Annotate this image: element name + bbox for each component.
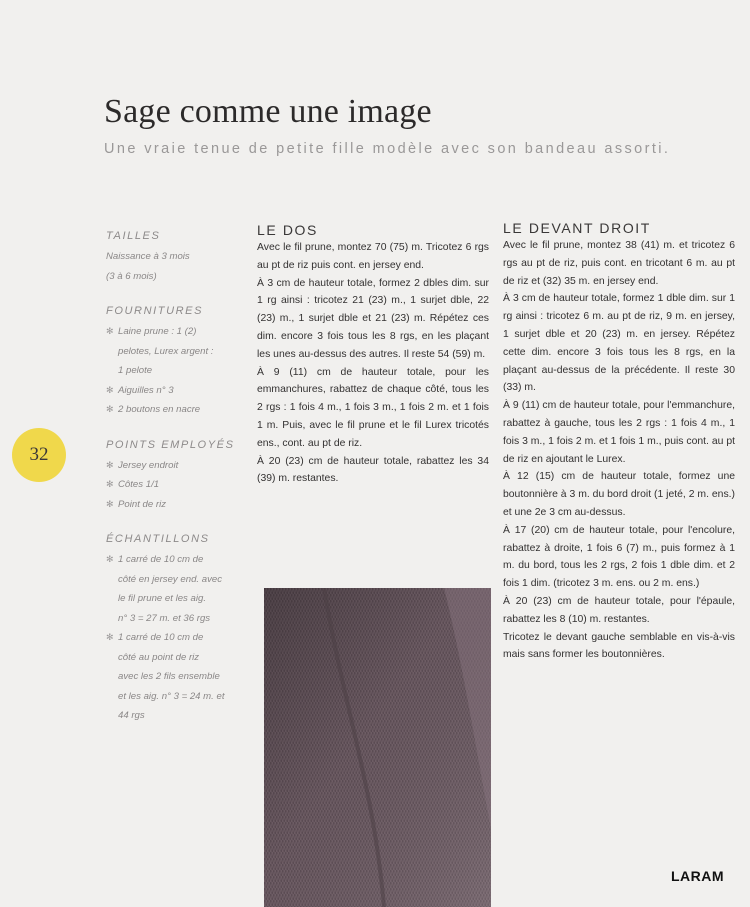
dos-paragraph: À 20 (23) cm de hauteur totale, rabattez les 34 (39) m. restantes. [257,455,489,485]
asterisk-icon: ✻ [106,384,114,395]
sidebar [106,229,256,726]
asterisk-icon: ✻ [106,459,114,470]
section-fournitures [106,304,256,420]
section-le-devant-droit [503,220,735,664]
tailles-heading: TAILLES [106,230,161,242]
brand-watermark: LARAM [671,868,725,884]
list-item: ✻ Point de riz [106,495,256,515]
list-item: et les aig. n° 3 = 24 m. et [118,690,225,702]
list-item: (3 à 6 mois) [106,270,157,282]
list-item: ✻ 1 carré de 10 cm de [106,628,256,648]
list-item: ✻ Aiguilles n° 3 [106,381,256,401]
echantillons-list [106,550,256,726]
list-item: côté au point de riz [118,651,200,663]
list-item: Naissance à 3 mois [106,251,190,262]
fournitures-list [106,322,256,420]
dos-paragraph: À 3 cm de hauteur totale, formez 2 dbles dim. sur 1 rg ainsi : tricotez 21 (23) m., 1 surjet dble, 22 (23) m., 1 surjet dble et 21 (23) m. Répétez ces dim. encore 3 fois tous les 8 rgs, en les plaçant les unes au-dessus des autres. Il reste 54 (59) m. [257,277,489,360]
asterisk-icon: ✻ [106,632,114,642]
asterisk-icon: ✻ [106,498,114,509]
asterisk-icon: ✻ [106,554,114,564]
list-item: ✻ Laine prune : 1 (2) [106,322,256,342]
points-heading: POINTS EMPLOYÉS [106,438,235,451]
page-number: 32 [29,444,49,465]
list-item: avec les 2 fils ensemble [118,671,220,682]
points-list [106,456,256,515]
section-points-employes [106,438,256,515]
devant-paragraph: À 20 (23) cm de hauteur totale, pour l'épaule, rabattez les 8 (10) m. restantes. [503,595,735,625]
list-item: 1 pelote [118,365,153,376]
tailles-list [106,247,256,286]
devant-paragraph: Avec le fil prune, montez 38 (41) m. et tricotez 6 rgs au pt de riz, puis cont. en tricotant 6 m. au pt de riz et (32) 35 m. en jersey end. [503,240,735,287]
dos-paragraph: Avec le fil prune, montez 70 (75) m. Tricotez 6 rgs au pt de riz puis cont. en jersey end. [257,242,489,271]
asterisk-icon: ✻ [106,326,114,336]
list-item: pelotes, Lurex argent : [118,345,214,357]
section-tailles [106,229,256,286]
devant-paragraph: À 12 (15) cm de hauteur totale, formez une boutonnière à 3 m. du bord droit (1 jeté, 2 m. ens.) et une 2e 3 cm au-dessus. [503,471,735,518]
list-item: ✻ 2 boutons en nacre [106,400,256,420]
list-item: le fil prune et les aig. [118,593,206,604]
devant-paragraph: Tricotez le devant gauche semblable en vis-à-vis mais sans former les boutonnières. [503,631,735,661]
dos-heading: LE DOS [257,222,318,238]
page-number-badge [12,428,66,482]
page-title: Sage comme une image [104,93,432,130]
list-item: 44 rgs [118,710,145,721]
list-item: ✻ 1 carré de 10 cm de [106,550,256,570]
fournitures-heading: FOURNITURES [106,305,204,317]
page-subtitle: Une vraie tenue de petite fille modèle avec son bandeau assorti. [104,141,671,157]
asterisk-icon: ✻ [106,404,114,414]
devant-paragraph: À 17 (20) cm de hauteur totale, pour l'encolure, rabattez à droite, 1 fois 6 (7) m., puis formez à 1 m. du bord, tous les 2 rgs, 2 fois 1 dble dim. et 2 fois 1 dim. (tricotez 3 m. ens. ou 2 m. ens.) [503,524,735,590]
section-echantillons [106,532,256,726]
dos-paragraph: À 9 (11) cm de hauteur totale, pour les emmanchures, rabattez de chaque côté, tous les 2 rgs : 1 fois 4 m., 1 fois 3 m., 1 fois 2 m. et 1 fois 1 m. Puis, avec le fil prune et le fil Lurex tricotés ens., cont. au pt de riz. [257,366,489,449]
list-item: n° 3 = 27 m. et 36 rgs [118,612,211,624]
list-item: côté en jersey end. avec [118,573,222,585]
devant-paragraph: À 9 (11) cm de hauteur totale, pour l'emmanchure, rabattez à gauche, tous les 2 rgs : 1 fois 4 m., 1 fois 3 m., 1 fois 2 m. et 1 fois 1 m., puis cont. au pt de riz en ajoutant le Lurex. [503,400,735,465]
list-item: ✻ Jersey endroit [106,456,256,476]
asterisk-icon: ✻ [106,479,114,489]
devant-heading: LE DEVANT DROIT [503,220,651,236]
devant-paragraph: À 3 cm de hauteur totale, formez 1 dble dim. sur 1 rg ainsi : tricotez 6 m. au pt de riz, 9 m. en jersey, 1 surjet dble et 20 (23) m. en jersey. Répétez cette dim. encore 3 fois tous les 8 rgs, en la plaçant au-dessus de la précédente. Il reste 30 (33) m. [503,293,735,394]
section-le-dos [257,222,489,488]
list-item: ✻ Côtes 1/1 [106,475,256,495]
echantillons-heading: ÉCHANTILLONS [106,533,210,545]
knit-fabric-photo [264,588,491,907]
